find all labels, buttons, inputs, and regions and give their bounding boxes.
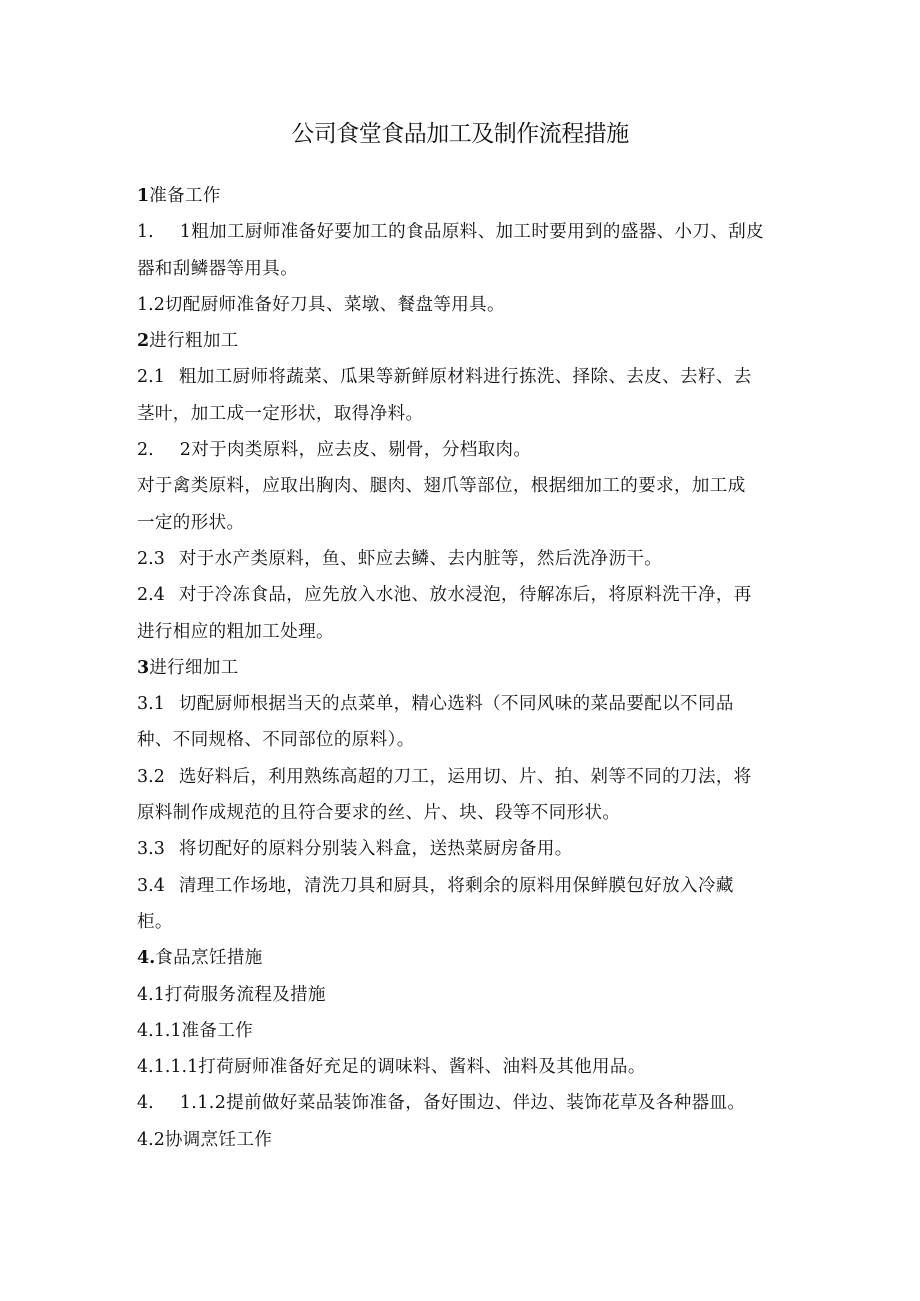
section-heading-2: 2进行粗加工	[137, 331, 239, 352]
paragraph-2-2-poultry: 对于禽类原料，应取出胸肉、腿肉、翅爪等部位，根据细加工的要求，加工成	[137, 476, 746, 497]
paragraph-2-2-poultry-cont: 一定的形状。	[137, 512, 245, 533]
paragraph-3-1-cont: 种、不同规格、不同部位的原料）。	[137, 730, 415, 751]
section-heading-1: 1准备工作	[137, 186, 221, 206]
subheading-4-1: 4.1打荷服务流程及措施	[137, 984, 326, 1005]
paragraph-1-1: 1. 1粗加工厨师准备好要加工的食品原料、加工时要用到的盛器、小刀、刮皮	[137, 222, 765, 243]
paragraph-1-1-cont: 器和刮鳞器等用具。	[137, 258, 299, 279]
paragraph-4-1-1-1: 4.1.1.1打荷厨师准备好充足的调味料、酱料、油料及其他用品。	[137, 1057, 646, 1078]
paragraph-3-3: 3.3 将切配好的原料分别装入料盒，送热菜厨房备用。	[137, 839, 573, 860]
subheading-4-1-1: 4.1.1准备工作	[137, 1020, 254, 1041]
subheading-4-2: 4.2协调烹饪工作	[137, 1129, 273, 1150]
paragraph-3-2: 3.2 选好料后，利用熟练高超的刀工，运用切、片、拍、剁等不同的刀法，将	[137, 766, 752, 787]
paragraph-2-1-cont: 茎叶，加工成一定形状，取得净料。	[137, 403, 424, 424]
paragraph-3-4: 3.4 清理工作场地，清洗刀具和厨具，将剩余的原料用保鲜膜包好放入冷藏	[137, 875, 734, 896]
section-heading-3: 3进行细加工	[137, 657, 239, 678]
paragraph-2-2: 2. 2对于肉类原料，应去皮、剔骨，分档取肉。	[137, 440, 532, 461]
document-title: 公司食堂食品加工及制作流程措施	[291, 121, 629, 147]
paragraph-3-4-cont: 柜。	[137, 911, 173, 932]
paragraph-2-4: 2.4 对于冷冻食品，应先放入水池、放水浸泡，待解冻后，将原料洗干净，再	[137, 585, 752, 606]
paragraph-3-1: 3.1 切配厨师根据当天的点菜单，精心选料（不同风味的菜品要配以不同品	[137, 694, 734, 715]
paragraph-3-2-cont: 原料制作成规范的且符合要求的丝、片、块、段等不同形状。	[137, 803, 621, 824]
paragraph-4-1-1-2: 4. 1.1.2提前做好菜品装饰准备，备好围边、伴边、装饰花草及各种器皿。	[137, 1093, 746, 1114]
section-heading-4: 4.食品烹饪措施	[137, 948, 263, 969]
paragraph-1-2: 1.2切配厨师准备好刀具、菜墩、餐盘等用具。	[137, 294, 505, 315]
paragraph-2-1: 2.1 粗加工厨师将蔬菜、瓜果等新鲜原材料进行拣洗、择除、去皮、去籽、去	[137, 367, 752, 388]
document-body	[137, 178, 777, 1158]
paragraph-2-4-cont: 进行相应的粗加工处理。	[137, 621, 334, 642]
paragraph-2-3: 2.3 对于水产类原料，鱼、虾应去鳞、去内脏等，然后洗净沥干。	[137, 548, 663, 569]
